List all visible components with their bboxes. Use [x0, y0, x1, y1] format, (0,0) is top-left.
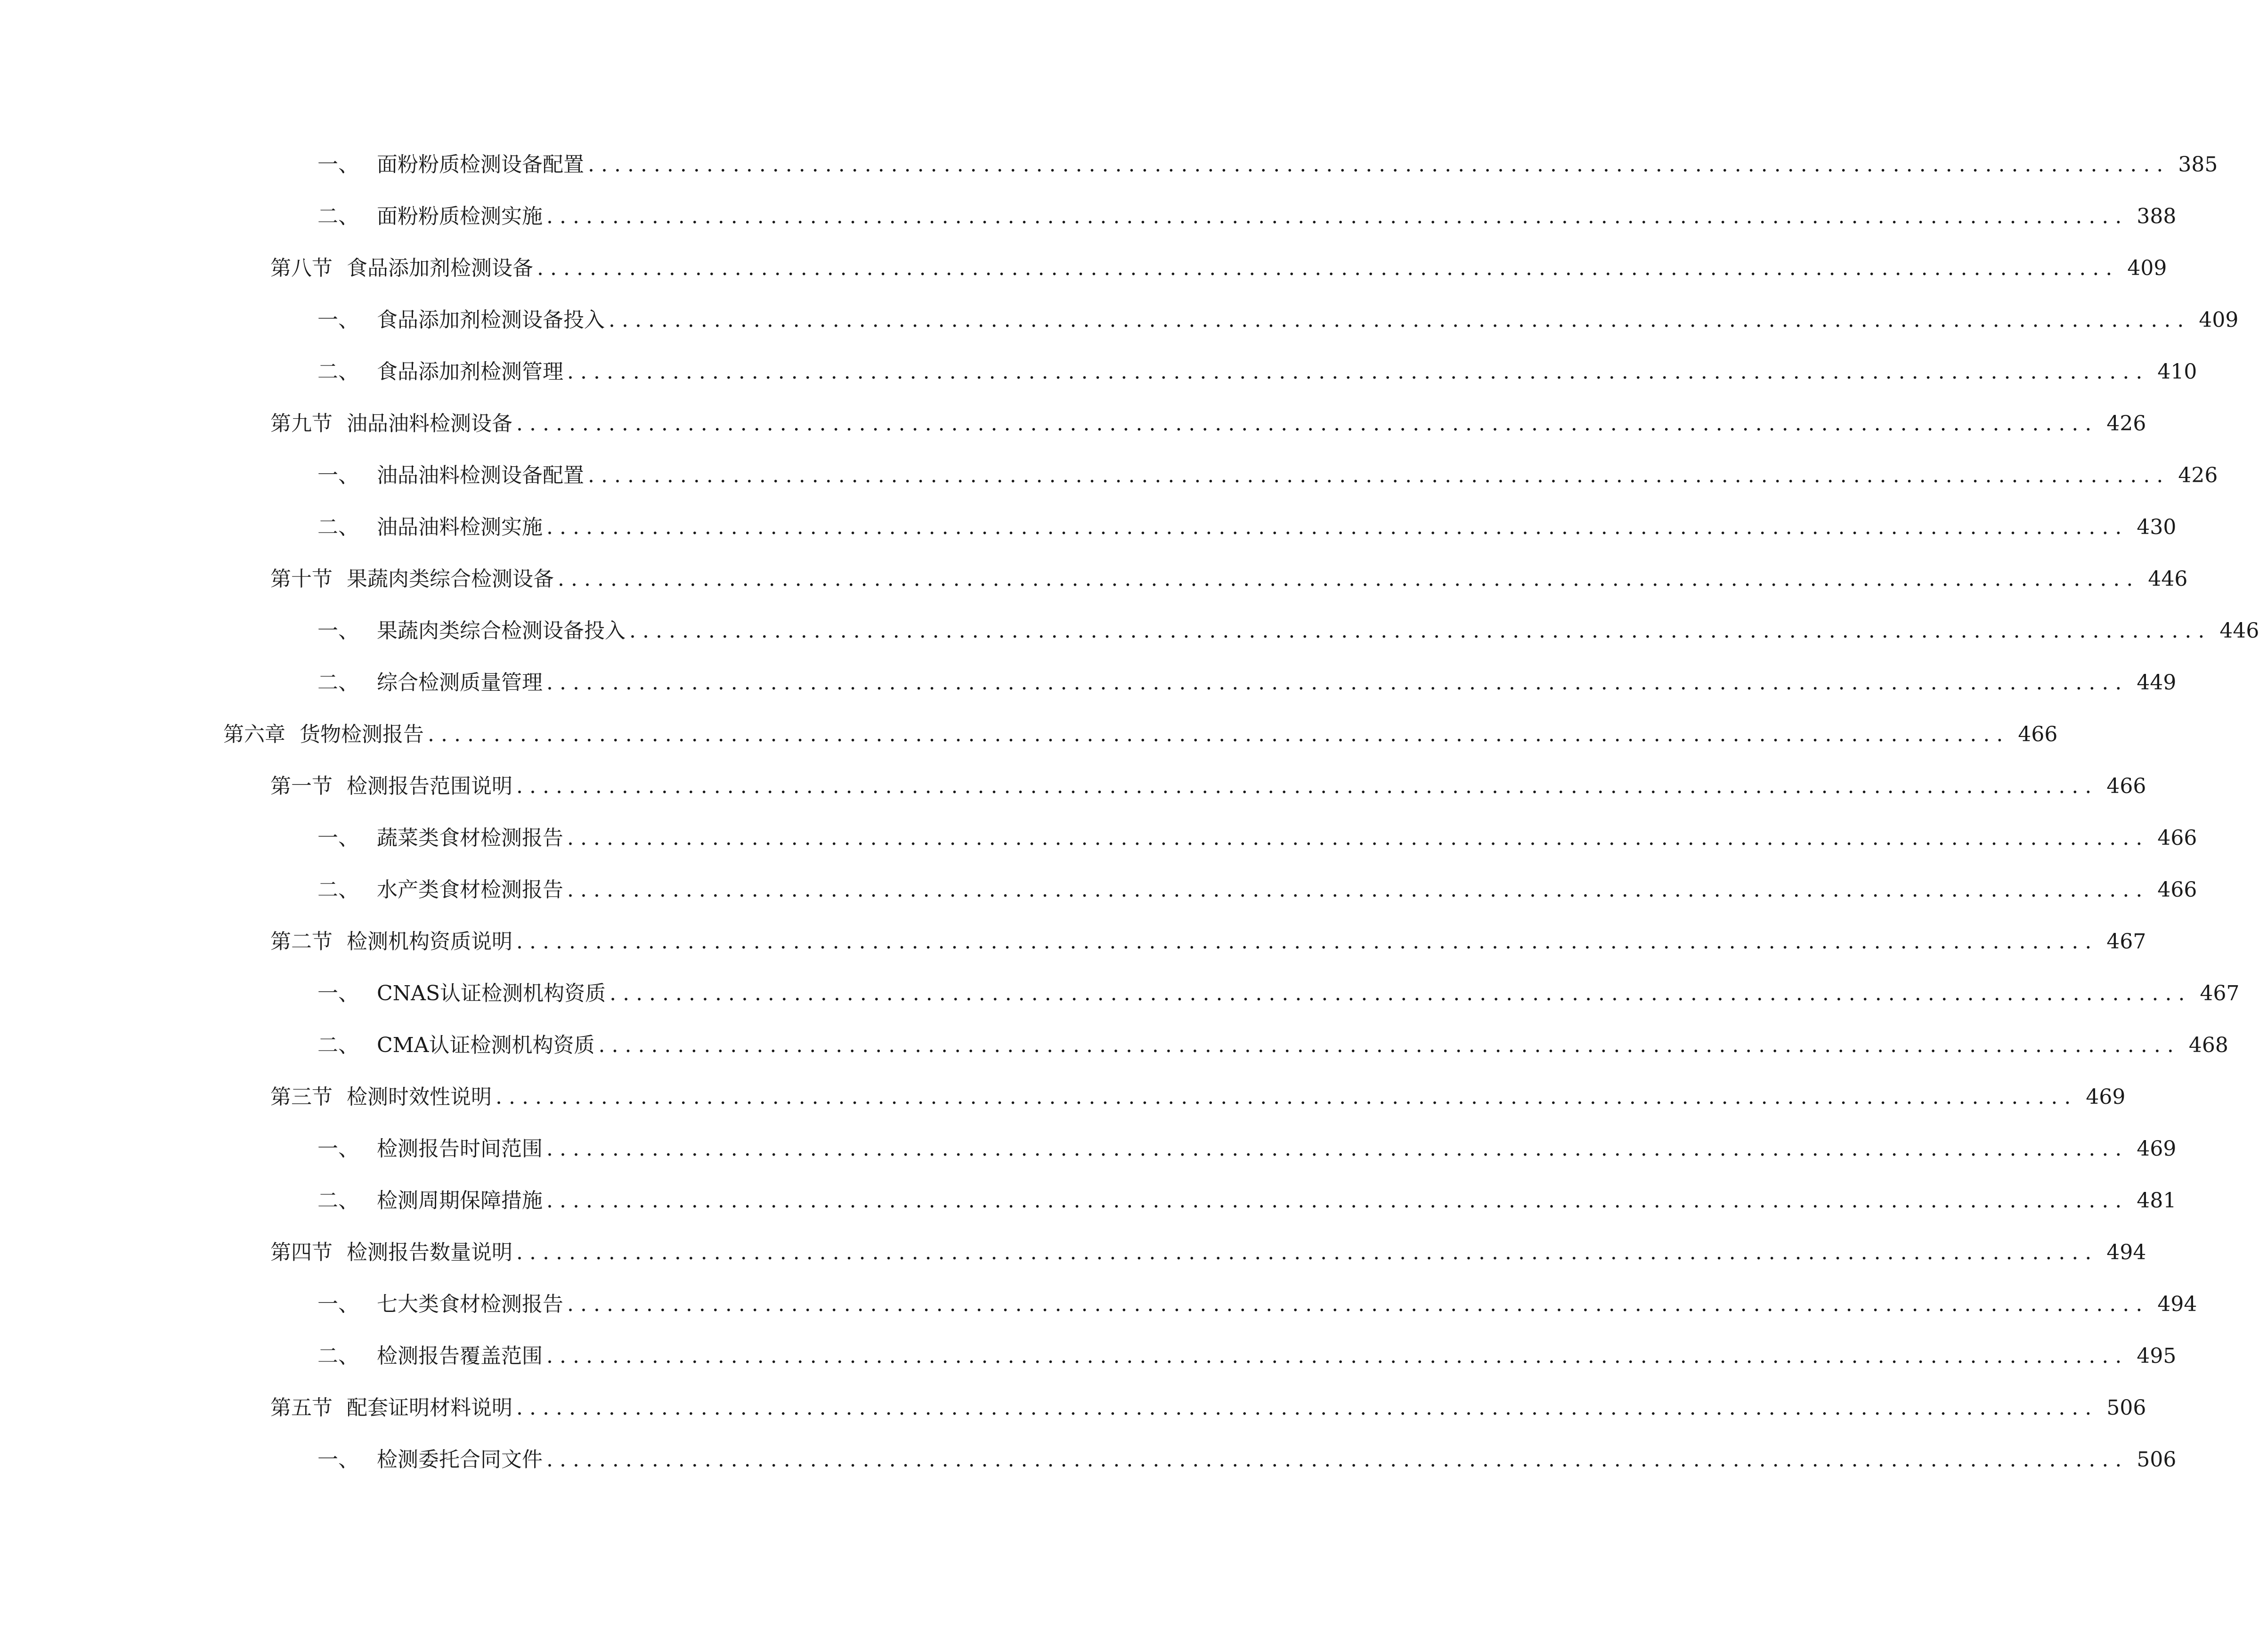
- toc-entry[interactable]: [223, 720, 2058, 750]
- toc-entry[interactable]: [317, 461, 2218, 491]
- toc-entry-title: 油品油料检测实施: [377, 515, 543, 539]
- dot-leader: ........................................................................................................................: [516, 412, 2098, 436]
- toc-entry[interactable]: [317, 202, 2177, 232]
- toc-entry-title: 检测报告范围说明: [347, 774, 512, 798]
- toc-entry-title: 检测委托合同文件: [377, 1448, 543, 1472]
- toc-entry-number: 第四节: [270, 1240, 333, 1264]
- toc-entry-number: 一、: [317, 1292, 359, 1316]
- toc-entry-number: 第五节: [270, 1396, 333, 1420]
- toc-entry-number: 第一节: [270, 774, 333, 798]
- dot-leader: ........................................................................................................................: [516, 1396, 2098, 1420]
- toc-entry[interactable]: [317, 357, 2197, 387]
- toc-entry-title: 综合检测质量管理: [377, 671, 543, 695]
- toc-entry-page: 426: [2178, 463, 2218, 487]
- toc-entry-page: 449: [2137, 671, 2177, 695]
- toc-entry-number: 二、: [317, 878, 359, 902]
- toc-entry-number: 一、: [317, 619, 359, 643]
- toc-entry[interactable]: [317, 1341, 2177, 1371]
- toc-entry-title: CNAS认证检测机构资质: [377, 981, 606, 1005]
- toc-entry[interactable]: [270, 1082, 2126, 1112]
- toc-entry-number: 二、: [317, 1033, 359, 1057]
- toc-entry-number: 第八节: [270, 256, 333, 280]
- dot-leader: ........................................................................................................................: [546, 515, 2129, 539]
- dot-leader: ........................................................................................................................: [516, 1240, 2098, 1264]
- dot-leader: ........................................................................................................................: [588, 153, 2170, 177]
- toc-entry-title: 货物检测报告: [300, 722, 424, 746]
- toc-entry-title: 面粉粉质检测设备配置: [377, 153, 584, 177]
- toc-entry-title: 检测报告时间范围: [377, 1137, 543, 1161]
- toc-entry-number: 第二节: [270, 930, 333, 954]
- toc-entry-number: 第十节: [270, 567, 333, 591]
- dot-leader: ........................................................................................................................: [567, 360, 2149, 384]
- toc-entry-title: 检测机构资质说明: [347, 930, 512, 954]
- toc-entry-page: 466: [2106, 774, 2146, 798]
- toc-entry-page: 468: [2188, 1033, 2228, 1057]
- dot-leader: ........................................................................................................................: [567, 826, 2149, 850]
- toc-entry-title: 果蔬肉类综合检测设备投入: [377, 619, 626, 643]
- toc-entry[interactable]: [317, 668, 2177, 698]
- toc-entry-page: 466: [2157, 826, 2197, 850]
- toc-entry[interactable]: [270, 1238, 2146, 1268]
- toc-entry-number: 二、: [317, 515, 359, 539]
- toc-entry-page: 481: [2137, 1189, 2177, 1213]
- toc-entry-number: 一、: [317, 826, 359, 850]
- toc-entry-title: 油品油料检测设备: [347, 412, 512, 436]
- toc-entry[interactable]: [270, 564, 2188, 594]
- toc-entry-page: 385: [2178, 153, 2218, 177]
- toc-entry-page: 469: [2137, 1137, 2177, 1161]
- toc-entry-page: 426: [2106, 412, 2146, 436]
- toc-entry-title: 面粉粉质检测实施: [377, 204, 543, 228]
- toc-entry-title: 检测报告数量说明: [347, 1240, 512, 1264]
- toc-entry-title: 食品添加剂检测设备投入: [377, 308, 605, 332]
- toc-entry-number: 二、: [317, 1189, 359, 1213]
- toc-entry-number: 二、: [317, 204, 359, 228]
- dot-leader: ........................................................................................................................: [546, 204, 2129, 228]
- toc-entry[interactable]: [317, 512, 2177, 543]
- toc-entry-number: 二、: [317, 360, 359, 384]
- toc-entry[interactable]: [270, 409, 2146, 439]
- dot-leader: ........................................................................................................................: [588, 463, 2170, 487]
- toc-entry[interactable]: [270, 253, 2167, 283]
- dot-leader: ........................................................................................................................: [546, 1189, 2129, 1213]
- dot-leader: ........................................................................................................................: [558, 567, 2140, 591]
- dot-leader: ........................................................................................................................: [609, 308, 2191, 332]
- toc-entry-page: 466: [2157, 878, 2197, 902]
- toc-entry-number: 一、: [317, 463, 359, 487]
- dot-leader: ........................................................................................................................: [516, 930, 2098, 954]
- toc-entry-number: 一、: [317, 308, 359, 332]
- dot-leader: ........................................................................................................................: [598, 1033, 2180, 1057]
- toc-entry-number: 二、: [317, 671, 359, 695]
- toc-entry[interactable]: [317, 616, 2259, 646]
- dot-leader: ........................................................................................................................: [516, 774, 2098, 798]
- toc-entry-number: 第九节: [270, 412, 333, 436]
- toc-entry-title: 食品添加剂检测管理: [377, 360, 563, 384]
- toc-entry-page: 506: [2106, 1396, 2146, 1420]
- toc-entry-page: 495: [2137, 1344, 2177, 1368]
- toc-entry[interactable]: [317, 823, 2197, 853]
- toc-entry-title: 蔬菜类食材检测报告: [377, 826, 563, 850]
- toc-entry[interactable]: [317, 1030, 2228, 1061]
- dot-leader: ........................................................................................................................: [428, 722, 2010, 746]
- toc-entry-number: 一、: [317, 981, 359, 1005]
- toc-entry[interactable]: [317, 875, 2197, 905]
- toc-entry[interactable]: [270, 927, 2146, 957]
- dot-leader: ........................................................................................................................: [567, 1292, 2149, 1316]
- toc-entry-page: 494: [2157, 1292, 2197, 1316]
- toc-entry-title: 食品添加剂检测设备: [347, 256, 533, 280]
- toc-entry[interactable]: [317, 1445, 2177, 1475]
- toc-entry-number: 一、: [317, 153, 359, 177]
- toc-entry-page: 388: [2137, 204, 2177, 228]
- dot-leader: ........................................................................................................................: [546, 1448, 2129, 1472]
- toc-entry[interactable]: [317, 305, 2239, 335]
- toc-entry-number: 二、: [317, 1344, 359, 1368]
- toc-entry-page: 506: [2137, 1448, 2177, 1472]
- toc-entry-title: 检测时效性说明: [347, 1085, 492, 1109]
- toc-entry-title: 油品油料检测设备配置: [377, 463, 584, 487]
- toc-entry-page: 446: [2219, 619, 2259, 643]
- toc-entry[interactable]: [317, 1186, 2177, 1216]
- toc-entry[interactable]: [317, 1134, 2177, 1164]
- toc-entry-title: 七大类食材检测报告: [377, 1292, 563, 1316]
- toc-entry-number: 第三节: [270, 1085, 333, 1109]
- toc-entry-title: 检测报告覆盖范围: [377, 1344, 543, 1368]
- toc-entry-page: 446: [2148, 567, 2188, 591]
- toc-entry-page: 409: [2199, 308, 2239, 332]
- toc-entry-page: 467: [2200, 981, 2240, 1005]
- toc-entry[interactable]: [317, 1289, 2197, 1320]
- toc-entry-page: 410: [2157, 360, 2197, 384]
- toc-entry[interactable]: [317, 150, 2218, 180]
- dot-leader: ........................................................................................................................: [496, 1085, 2078, 1109]
- toc-entry-number: 第六章: [223, 722, 285, 746]
- dot-leader: ........................................................................................................................: [537, 256, 2119, 280]
- toc-entry-page: 430: [2137, 515, 2177, 539]
- toc-entry-title: 水产类食材检测报告: [377, 878, 563, 902]
- toc-entry-page: 466: [2018, 722, 2058, 746]
- toc-entry-page: 409: [2127, 256, 2167, 280]
- dot-leader: ........................................................................................................................: [546, 1137, 2129, 1161]
- toc-entry-title: CMA认证检测机构资质: [377, 1033, 595, 1057]
- dot-leader: ........................................................................................................................: [546, 671, 2129, 695]
- toc-entry-title: 检测周期保障措施: [377, 1189, 543, 1213]
- toc-entry-title: 果蔬肉类综合检测设备: [347, 567, 554, 591]
- toc-entry[interactable]: [317, 979, 2240, 1009]
- toc-entry[interactable]: [270, 1393, 2146, 1423]
- dot-leader: ........................................................................................................................: [567, 878, 2149, 902]
- toc-entry-page: 467: [2106, 930, 2146, 954]
- toc-entry-number: 一、: [317, 1448, 359, 1472]
- toc-entry[interactable]: [270, 771, 2146, 802]
- toc-entry-number: 一、: [317, 1137, 359, 1161]
- dot-leader: ........................................................................................................................: [629, 619, 2211, 643]
- dot-leader: ........................................................................................................................: [546, 1344, 2129, 1368]
- dot-leader: ........................................................................................................................: [609, 981, 2192, 1005]
- toc-entry-page: 494: [2106, 1240, 2146, 1264]
- toc-entry-title: 配套证明材料说明: [347, 1396, 512, 1420]
- toc-entry-page: 469: [2086, 1085, 2126, 1109]
